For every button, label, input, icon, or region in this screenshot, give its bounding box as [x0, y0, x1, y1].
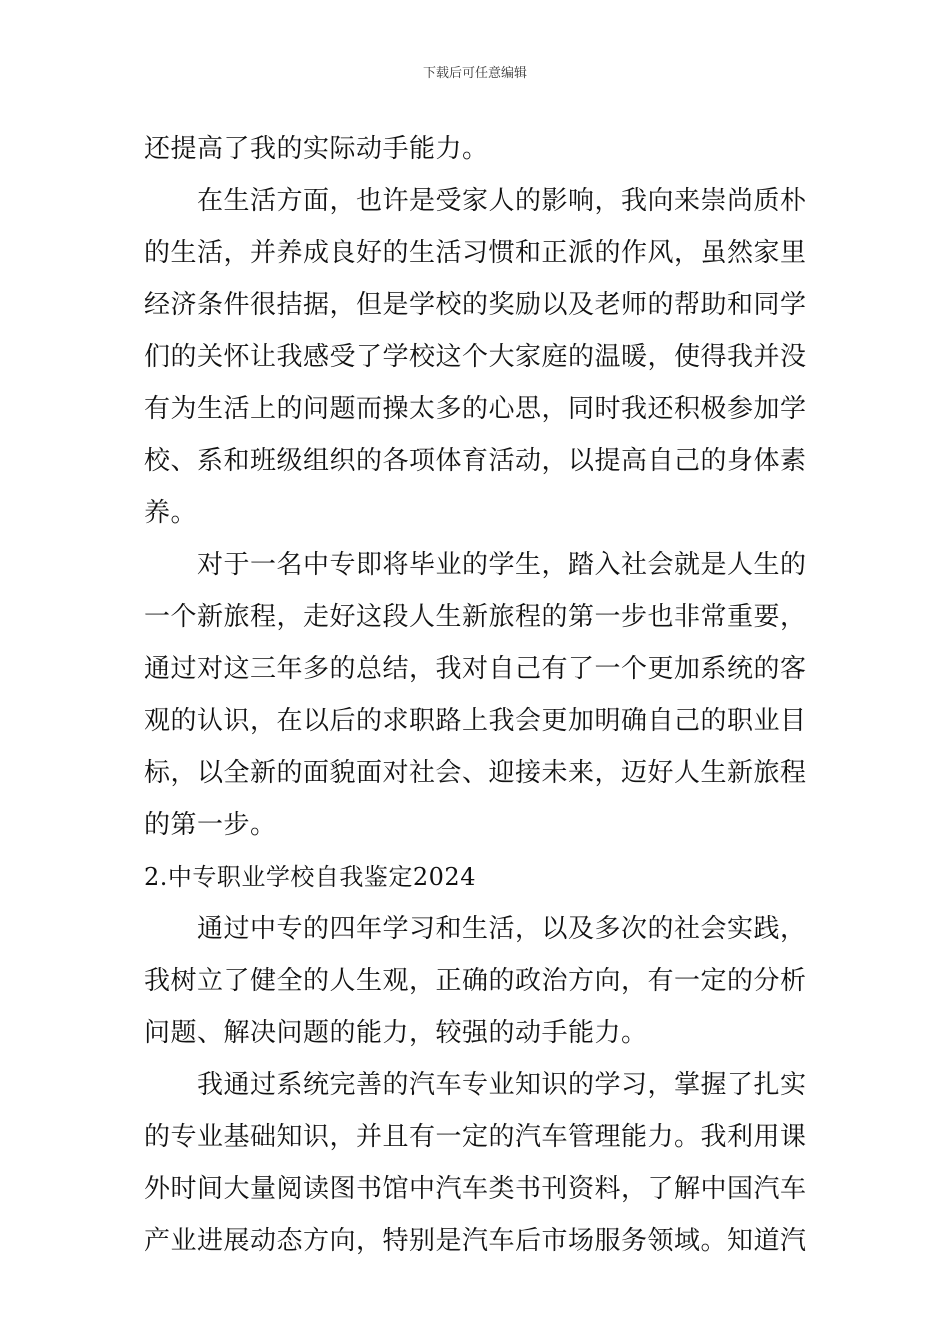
text-line: 我树立了健全的人生观，正确的政治方向，有一定的分析	[144, 966, 807, 996]
paragraph-start-line: 在生活方面，也许是受家人的影响，我向来崇尚质朴	[144, 186, 807, 216]
text-line: 有为生活上的问题而操太多的心思，同时我还积极参加学	[144, 394, 807, 424]
paragraph-start-line: 通过中专的四年学习和生活，以及多次的社会实践，	[144, 914, 807, 944]
section-heading: 2.中专职业学校自我鉴定2024	[144, 863, 476, 891]
text-line: 问题、解决问题的能力，较强的动手能力。	[144, 1018, 648, 1048]
text-line: 产业进展动态方向，特别是汽车后市场服务领域。知道汽	[144, 1226, 807, 1256]
text-line: 标，以全新的面貌面对社会、迎接未来，迈好人生新旅程	[144, 758, 807, 788]
text-line: 经济条件很拮据，但是学校的奖励以及老师的帮助和同学	[144, 290, 807, 320]
text-line: 通过对这三年多的总结，我对自己有了一个更加系统的客	[144, 654, 807, 684]
text-line: 还提高了我的实际动手能力。	[144, 134, 489, 164]
paragraph-start-line: 对于一名中专即将毕业的学生，踏入社会就是人生的	[144, 550, 807, 580]
text-line: 的第一步。	[144, 810, 277, 840]
text-line: 的专业基础知识，并且有一定的汽车管理能力。我利用课	[144, 1122, 807, 1152]
text-line: 们的关怀让我感受了学校这个大家庭的温暖，使得我并没	[144, 342, 807, 372]
text-line: 养。	[144, 498, 198, 528]
page-header: 下载后可任意编辑	[422, 66, 527, 81]
text-line: 一个新旅程，走好这段人生新旅程的第一步也非常重要，	[144, 602, 807, 632]
text-line: 观的认识，在以后的求职路上我会更加明确自己的职业目	[144, 706, 807, 736]
text-line: 校、系和班级组织的各项体育活动，以提高自己的身体素	[144, 446, 807, 476]
text-line: 外时间大量阅读图书馆中汽车类书刊资料，了解中国汽车	[144, 1174, 807, 1204]
text-line: 的生活，并养成良好的生活习惯和正派的作风，虽然家里	[144, 238, 807, 268]
document-body	[144, 123, 808, 1266]
paragraph-start-line: 我通过系统完善的汽车专业知识的学习，掌握了扎实	[144, 1070, 807, 1100]
